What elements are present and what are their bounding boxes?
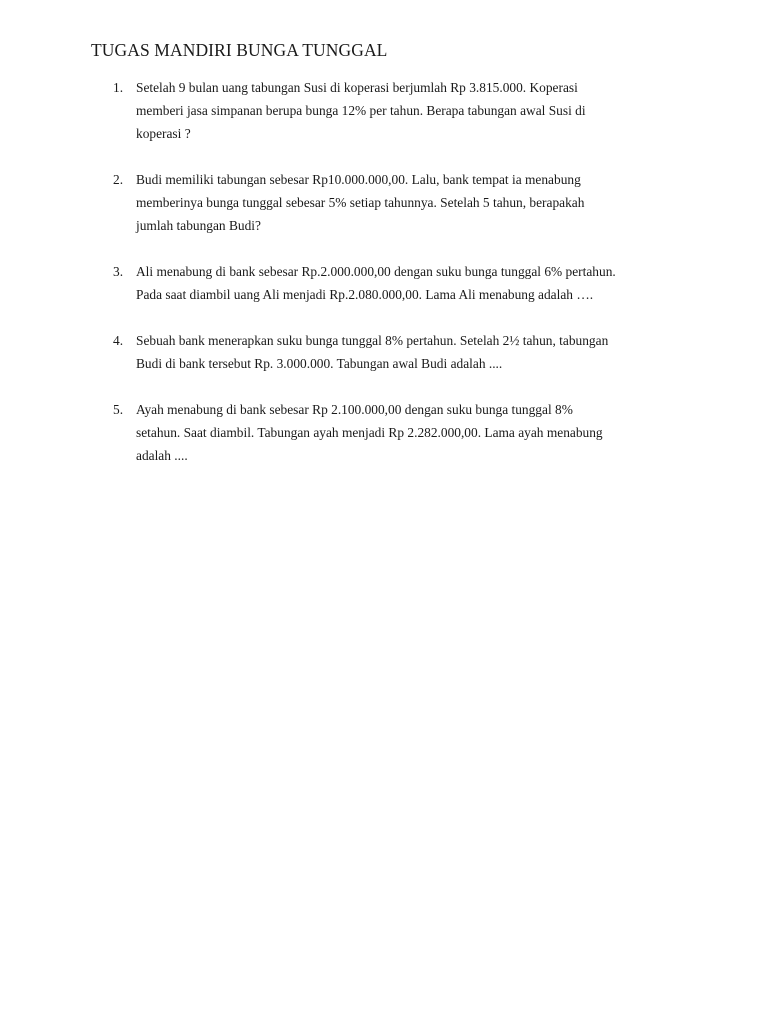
question-item-3 <box>0 260 768 306</box>
question-item-2 <box>0 168 768 237</box>
question-text-line: jumlah tabungan Budi? <box>136 218 261 233</box>
question-text-line: Budi di bank tersebut Rp. 3.000.000. Tabungan awal Budi adalah .... <box>136 356 503 371</box>
question-text-line: koperasi ? <box>136 126 191 141</box>
question-number: 3. <box>113 264 124 279</box>
question-text <box>136 260 681 306</box>
question-text-line: memberi jasa simpanan berupa bunga 12% per tahun. Berapa tabungan awal Susi di <box>136 103 586 118</box>
question-text-line: Budi memiliki tabungan sebesar Rp10.000.000,00. Lalu, bank tempat ia menabung <box>136 172 581 187</box>
question-number: 5. <box>113 402 124 417</box>
question-text-line: setahun. Saat diambil. Tabungan ayah menjadi Rp 2.282.000,00. Lama ayah menabung <box>136 425 603 440</box>
question-list <box>0 76 768 490</box>
question-text-line: adalah .... <box>136 448 188 463</box>
question-text-line: Pada saat diambil uang Ali menjadi Rp.2.080.000,00. Lama Ali menabung adalah …. <box>136 287 594 302</box>
question-text-line: Ayah menabung di bank sebesar Rp 2.100.000,00 dengan suku bunga tunggal 8% <box>136 402 573 417</box>
question-text <box>136 76 681 145</box>
question-item-1 <box>0 76 768 145</box>
question-text <box>136 168 681 237</box>
question-text <box>136 329 681 375</box>
question-text-line: memberinya bunga tunggal sebesar 5% setiap tahunnya. Setelah 5 tahun, berapakah <box>136 195 585 210</box>
question-item-4 <box>0 329 768 375</box>
question-text <box>136 398 681 467</box>
question-text-line: Ali menabung di bank sebesar Rp.2.000.000,00 dengan suku bunga tunggal 6% pertahun. <box>136 264 616 279</box>
question-text-line: Setelah 9 bulan uang tabungan Susi di koperasi berjumlah Rp 3.815.000. Koperasi <box>136 80 578 95</box>
question-number: 1. <box>113 80 124 95</box>
question-item-5 <box>0 398 768 467</box>
question-number: 2. <box>113 172 124 187</box>
question-text-line: Sebuah bank menerapkan suku bunga tunggal 8% pertahun. Setelah 2½ tahun, tabungan <box>136 333 609 348</box>
document-title: TUGAS MANDIRI BUNGA TUNGGAL <box>91 40 388 60</box>
question-number: 4. <box>113 333 124 348</box>
